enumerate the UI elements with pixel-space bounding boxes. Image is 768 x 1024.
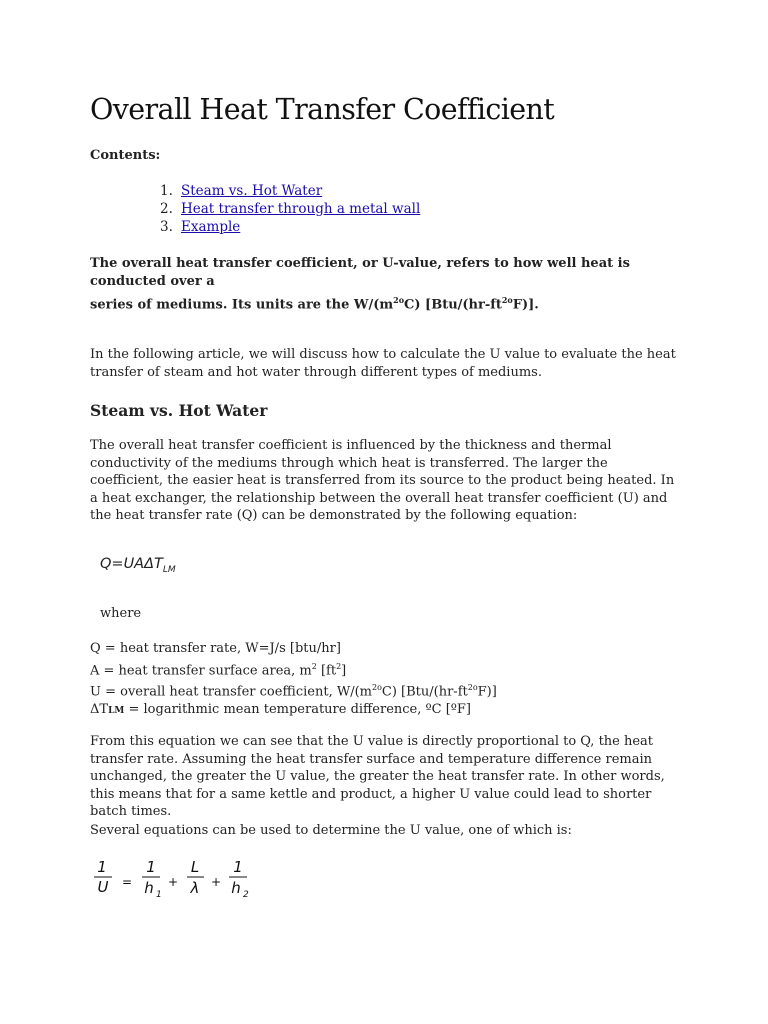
term1-numerator: 1	[146, 858, 156, 876]
paragraph-intro-article: In the following article, we will discuss how to calculate the U value to evaluate the heat transfer of steam and hot water through different types of mediums.	[90, 347, 676, 380]
term1-denominator: h	[144, 879, 154, 897]
superscript: 2o	[501, 295, 513, 305]
term1-subscript: 1	[156, 890, 162, 900]
definition-q: Q = heat transfer rate, W=J/s [btu/hr]	[90, 641, 341, 656]
variable-definitions	[90, 640, 497, 721]
term3-denominator: h	[231, 879, 241, 897]
intro-line-2b: C) [Btu/(hr-ft	[404, 297, 502, 313]
toc-item	[160, 182, 420, 200]
term3-subscript: 2	[243, 890, 249, 900]
paragraph-u-proportional: From this equation we can see that the U value is directly proportional to Q, the heat transfer rate. Assuming the heat transfer surface and temperature difference remain unchanged, the greater the U value, the greater the heat transfer rate. In other words, this means that for a same kettle and product, a higher U value could lead to shorter batch times.	[90, 734, 665, 819]
equation-u-value	[92, 855, 262, 905]
toc-item	[160, 218, 420, 236]
paragraph-coefficient-influence: The overall heat transfer coefficient is influenced by the thickness and thermal conductivity of the mediums through which heat is transferred. The larger the coefficient, the easier heat is transferred from its source to the product being heated. In a heat exchanger, the relationship between the overall heat transfer coefficient (U) and the heat transfer rate (Q) can be demonstrated by the following equation:	[90, 438, 675, 523]
toc-number: 3.	[160, 219, 173, 235]
intro-paragraph	[90, 255, 690, 314]
toc-link-example[interactable]: Example	[181, 219, 241, 235]
plus-sign: +	[167, 875, 179, 889]
definition-a: A = heat transfer surface area, $m^2$ $[ft^2]$	[90, 661, 347, 678]
page-title: Overall Heat Transfer Coefficient	[90, 93, 555, 126]
contents-label: Contents:	[90, 148, 161, 163]
definition-u: U = overall heat transfer coefficient, $W/(m^{2o}C)$ $[Btu/(hr-ft^{2o}F)]$	[90, 683, 497, 700]
lhs-numerator: 1	[97, 858, 107, 876]
toc-item	[160, 200, 420, 218]
toc-link-heat-transfer-metal-wall[interactable]: Heat transfer through a metal wall	[181, 201, 421, 217]
equals-sign: =	[121, 875, 133, 889]
intro-line-1: The overall heat transfer coefficient, or U-value, refers to how well heat is conducted over a	[90, 256, 630, 289]
where-label: where	[100, 606, 142, 621]
definition-delta-t: ΔTLM = logarithmic mean temperature difference, ºC [ºF]	[90, 702, 471, 718]
toc-link-steam-vs-hot-water[interactable]: Steam vs. Hot Water	[181, 183, 323, 199]
equation-main: Q=UAΔT	[100, 556, 163, 572]
intro-line-2a: series of mediums. Its units are the W/(m	[90, 297, 394, 313]
intro-line-2c: F)].	[512, 297, 539, 313]
plus-sign: +	[210, 875, 222, 889]
equation-heat-transfer-rate	[100, 556, 176, 575]
section-heading-steam-vs-hot-water: Steam vs. Hot Water	[90, 401, 268, 420]
equation-subscript: LM	[162, 564, 176, 575]
toc-number: 2.	[160, 201, 173, 217]
superscript: 2o	[393, 295, 405, 305]
paragraph-several-equations: Several equations can be used to determine the U value, one of which is:	[90, 823, 572, 838]
term3-numerator: 1	[233, 858, 243, 876]
toc-number: 1.	[160, 183, 173, 199]
term2-denominator: λ	[190, 879, 200, 897]
table-of-contents	[160, 182, 420, 236]
lhs-denominator: U	[97, 878, 109, 896]
term2-numerator: L	[190, 858, 200, 876]
